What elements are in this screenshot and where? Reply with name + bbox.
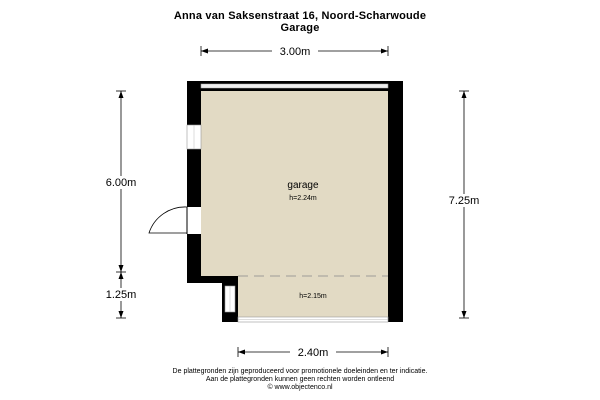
- dimension-top-label: 3.00m: [279, 46, 311, 58]
- disclaimer-line-2: Aan de plattegronden kunnen geen rechten worden ontleend: [205, 376, 395, 383]
- dimension-left-lower-label: 1.25m: [105, 289, 137, 301]
- door-opening-left: [187, 207, 201, 234]
- dimension-left-upper: [100, 91, 144, 272]
- copyright-line: © www.objectenco.nl: [267, 384, 333, 391]
- room-height-lower: h=2.15m: [299, 293, 327, 300]
- dimension-right: [442, 91, 486, 318]
- dimension-bottom-label: 2.40m: [297, 347, 329, 359]
- dimension-left-upper-label: 6.00m: [105, 177, 137, 189]
- room-height-garage: h=2.24m: [289, 195, 317, 202]
- dimension-bottom: [238, 345, 388, 359]
- dimension-top: [201, 44, 388, 58]
- room-name-garage: garage: [287, 180, 319, 191]
- wall-right: [388, 81, 403, 322]
- wall-left-lower: [187, 234, 201, 283]
- disclaimer-line-1: De plattegronden zijn geproduceerd voor promotionele doeleinden en ter indicatie.: [172, 368, 428, 375]
- door-swing-arc: [149, 207, 187, 233]
- wall-left-middle: [187, 149, 201, 207]
- dimension-left-lower: [100, 272, 144, 318]
- plan-floor-title: Garage: [280, 22, 320, 34]
- dimension-right-label: 7.25m: [448, 195, 480, 207]
- plan-address-title: Anna van Saksenstraat 16, Noord-Scharwoude: [173, 10, 427, 22]
